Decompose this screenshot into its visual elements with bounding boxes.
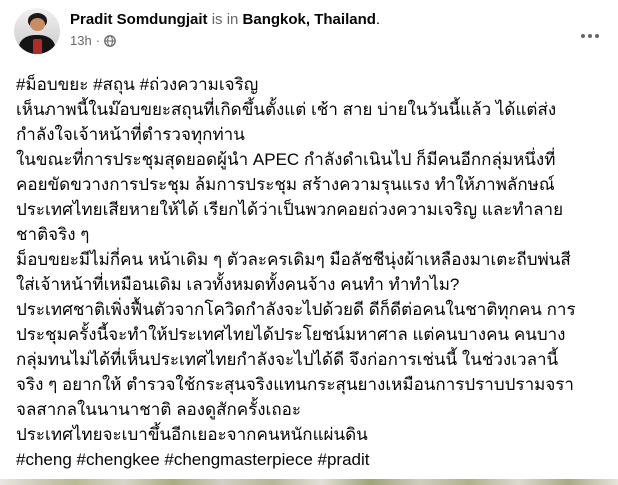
post-text-line: ม็อบขยะมีไม่กี่คน หน้าเดิม ๆ ตัวละครเดิมๆ มือลัชชีนุ่งผ้าเหลืองมาเตะถีบพ่นสี <box>16 250 571 269</box>
post-text-line: เห็นภาพนี้ในม๊อบขยะสถุนที่เกิดขึ้นตั้งแต่ เช้า สาย บ่ายในวันนี้แล้ว ได้แต่ส่ง <box>16 100 557 119</box>
attached-photo-top-edge[interactable] <box>0 479 618 485</box>
post-text-line: ใส่เจ้าหน้าที่เหมือนเดิม เลวทั้งหมดทั้งคนจ้าง คนทำ ทำทำไม? <box>16 275 460 294</box>
post-text-line: กำลังใจเจ้าหน้าที่ตำรวจทุกท่าน <box>16 125 245 144</box>
avatar-face-shape <box>30 18 45 31</box>
location-link[interactable]: Bangkok, Thailand <box>242 11 376 28</box>
post-text-line: ประเทศไทยเสียหายให้ได้ เรียกได้ว่าเป็นพวกคอยถ่วงความเจริญ และทำลาย <box>16 200 564 219</box>
post-text-line: ชาติจริง ๆ <box>16 225 90 244</box>
globe-privacy-icon <box>104 35 116 47</box>
meta-separator: · <box>95 33 101 48</box>
more-options-button[interactable] <box>572 22 608 50</box>
post-meta <box>70 33 604 48</box>
author-name[interactable]: Pradit Somdungjait <box>70 11 208 28</box>
header-info <box>70 8 604 48</box>
post-text-line: ประเทศชาติเพิ่งฟื้นตัวจากโควิดกำลังจะไปด้วยดี ดีก็ดีต่อคนในชาติทุกคน การ <box>16 300 576 319</box>
post-text-line: จลสากลในนานาชาติ ลองดูสักครั้งเถอะ <box>16 400 301 419</box>
post-byline <box>70 10 604 30</box>
three-dots-icon <box>581 34 585 38</box>
post-header <box>14 8 604 54</box>
post-text-line: จริง ๆ อยากให้ ตำรวจใช้กระสุนจริงแทนกระสุนยางเหมือนการปราบปรามจรา <box>16 375 574 394</box>
post-text-line: ประเทศไทยจะเบาขึ้นอีกเยอะจากคนหนักแผ่นดิน <box>16 425 368 444</box>
byline-period: . <box>375 11 381 28</box>
post-timestamp[interactable]: 13h <box>70 33 92 48</box>
post-text <box>16 72 608 472</box>
post-text-line: คอยขัดขวางการประชุม ล้มการประชุม สร้างความรุนแรง ทำให้ภาพลักษณ์ <box>16 175 555 194</box>
post-text-line: ประชุมครั้งนี้จะทำให้ประเทศไทยได้ประโยชน์มหาศาล แต่คนบางคน คนบาง <box>16 325 566 344</box>
byline-connector: is in <box>211 11 239 28</box>
avatar[interactable] <box>14 8 60 54</box>
hashtag-footer[interactable]: #cheng #chengkee #chengmasterpiece #pradit <box>16 450 370 469</box>
post-text-line: ในขณะที่การประชุมสุดยอดผู้นำ APEC กำลังดำเนินไป ก็มีคนอีกกลุ่มหนึ่งที่ <box>16 150 556 169</box>
post-text-line: กลุ่มทนไม่ได้ที่เห็นประเทศไทยกำลังจะไปได้ดี จึงก่อการเช่นนี้ ในช่วงเวลานี้ <box>16 350 559 369</box>
avatar-shirt-shape <box>33 39 42 54</box>
hashtag-line[interactable]: #ม็อบขยะ #สถุน #ถ่วงความเจริญ <box>16 75 259 94</box>
